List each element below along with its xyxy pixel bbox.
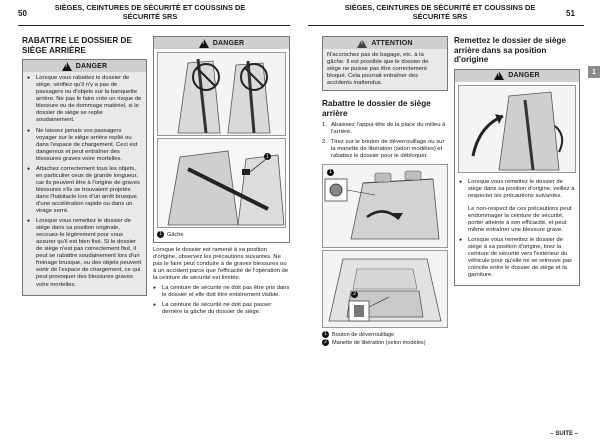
danger-3-item: ● Lorsque vous remettez le dossier de siège dans sa position d'origine, veillez à respecter les précautions suivantes. (459, 179, 575, 200)
caption-1-text: Bouton de déverrouillage (332, 331, 395, 338)
caption-number: 1 (157, 231, 164, 238)
warning-triangle-icon (494, 71, 504, 80)
left-column (22, 36, 147, 296)
danger-label-3: DANGER (508, 72, 540, 80)
caption-2-number: 2 (322, 339, 329, 346)
cargo-figure (322, 250, 448, 328)
warning-triangle-icon (62, 62, 72, 71)
callout-1-badge: 1 (264, 153, 271, 160)
danger-item: ● Lorsque vous rabattez le dossier de siège, vérifiez qu'il n'y a pas de passagers ou d'objets sur la banquette arrière. Ne pas le faire crée un risque de blessure ou de dommage matériel, si le dossier de siège se replie soudainement. (27, 75, 142, 124)
danger-label-2: DANGER (212, 39, 245, 47)
step-item: 1. Abaissez l'appui-tête de la place du milieu à l'arrière. (322, 122, 446, 136)
danger-2-item: ● La ceinture de sécurité ne doit pas passer derrière la gâche du dossier de siège. (153, 302, 290, 316)
attention-text: N'accrochez pas de bagage, etc. à la gâche. Il est possible que le dossier de siège ne puisse pas être correctement bloqué. Cela pourrait entraîner des accidents inattendus. (327, 52, 429, 87)
figure-caption (157, 231, 286, 239)
danger-3-item: ● Lorsque vous remettez le dossier de siège à sa position d'origine, tirez la ceinture de sécurité vers l'extérieur du véhicule pour qu'elle ne se retrouve pas coincée entre le dossier de siège et la garniture. (459, 237, 575, 279)
right-header-rule (308, 25, 584, 26)
danger-header-2 (154, 37, 289, 49)
callout-2-badge: 2 (351, 291, 358, 298)
right-running-header: SIÈGES, CEINTURES DE SÉCURITÉ ET COUSSINS DE SÉCURITÉ SRS (344, 3, 536, 21)
danger-box (22, 59, 147, 295)
danger-2-list (153, 282, 290, 316)
left-running-header: SIÈGES, CEINTURES DE SÉCURITÉ ET COUSSINS DE SÉCURITÉ SRS (54, 3, 246, 21)
seat-return-illustration (459, 86, 576, 172)
rear-seat-figure (322, 164, 448, 248)
caption-text: Gâche (167, 231, 184, 238)
danger-item: ● Ne laissez jamais vos passagers voyager sur le siège arrière replié ou dans l'espace de chargement. Ceci est dangereux et peut entraîner des blessures graves voire mortelles. (27, 128, 142, 163)
danger-3-list-2 (455, 237, 579, 285)
right-page-left-column (322, 36, 448, 347)
danger-item: ● Lorsque vous remettez le dossier de siège dans sa position originale, secouez-le légèrement pour vous assurer qu'il est bien fixé. Si le dossier de siège n'est pas correctement fixé, il peut se rabattre soudainement lors d'un freinage brusque, ou des objets peuvent sortir de l'espace de chargement, ce qui peut provoquer des blessures graves voire mortelles. (27, 218, 142, 288)
left-page-number: 50 (18, 9, 27, 18)
right-page (300, 0, 600, 447)
left-header-rule (18, 25, 290, 26)
rear-seat-illustration (323, 165, 447, 247)
caption-2 (322, 339, 448, 347)
caption-1-number: 1 (322, 331, 329, 338)
right-page-right-column (454, 36, 580, 286)
caption-1 (322, 331, 448, 339)
fold-title: Rabattre le dossier de siège arrière (322, 99, 431, 118)
danger-header-3 (455, 70, 579, 82)
right-page-number: 51 (566, 9, 575, 18)
left-page-right-column (153, 36, 290, 319)
caption-2-text: Manette de libération (selon modèles) (332, 339, 426, 346)
chapter-tab-marker: 1 (588, 66, 600, 78)
danger-2-body: Lorsque le dossier est ramené à sa position d'origine, observez les précautions suivantes. Ne pas le faire peut conduire à de graves blessures ou à un accident parce que l'efficacité de l'opération de la ceinture de sécurité est limitée. (153, 246, 289, 282)
danger-box-2 (153, 36, 290, 243)
warning-triangle-icon (199, 39, 209, 48)
danger-header (23, 60, 146, 72)
danger-item: ● Attachez correctement tous les objets, en particulier ceux de grande longueur, car ils peuvent être à l'origine de graves blessures s'ils se trouvaient projetés dans l'habitacle lors d'un arrêt brusque, d'une accélération rapide ou dans un virage serré. (27, 166, 142, 215)
callout-1-badge: 1 (327, 169, 334, 176)
danger-box-3 (454, 69, 580, 287)
seatbelt-catch-figure (157, 138, 286, 228)
section-title: RABATTRE LE DOSSIER DE SIÈGE ARRIÈRE (22, 36, 132, 55)
danger-3-subtext: Le non-respect de ces précautions peut endommager la ceinture de sécurité, porter atteinte à son efficacité, et peut même entraîner une blessure grave. (468, 205, 572, 234)
cargo-area-illustration (323, 251, 447, 327)
attention-label: ATTENTION (371, 39, 413, 47)
step-item: 2. Tirez sur le bouton de déverrouillage ou sur la manette de libération (selon modèles) et rabattez le dossier pour le débloquer. (322, 138, 445, 159)
attention-header (323, 37, 447, 49)
continued-footer: – SUITE – (550, 431, 578, 437)
seat-belt-prohibited-illustration (158, 53, 286, 135)
return-title: Remettez le dossier de siège arrière dans sa position d'origine (454, 36, 566, 65)
danger-list (23, 72, 146, 294)
seat-return-figure (458, 85, 576, 173)
danger-2-item: ● La ceinture de sécurité ne doit pas être pris dans le dossier et elle doit être entièrement visible. (153, 285, 290, 299)
warning-triangle-icon (357, 39, 367, 48)
attention-box (322, 36, 448, 91)
danger-label: DANGER (75, 62, 108, 70)
steps-list (322, 122, 448, 159)
seatbelt-wrong-figure (157, 52, 286, 136)
danger-3-list (455, 176, 579, 206)
